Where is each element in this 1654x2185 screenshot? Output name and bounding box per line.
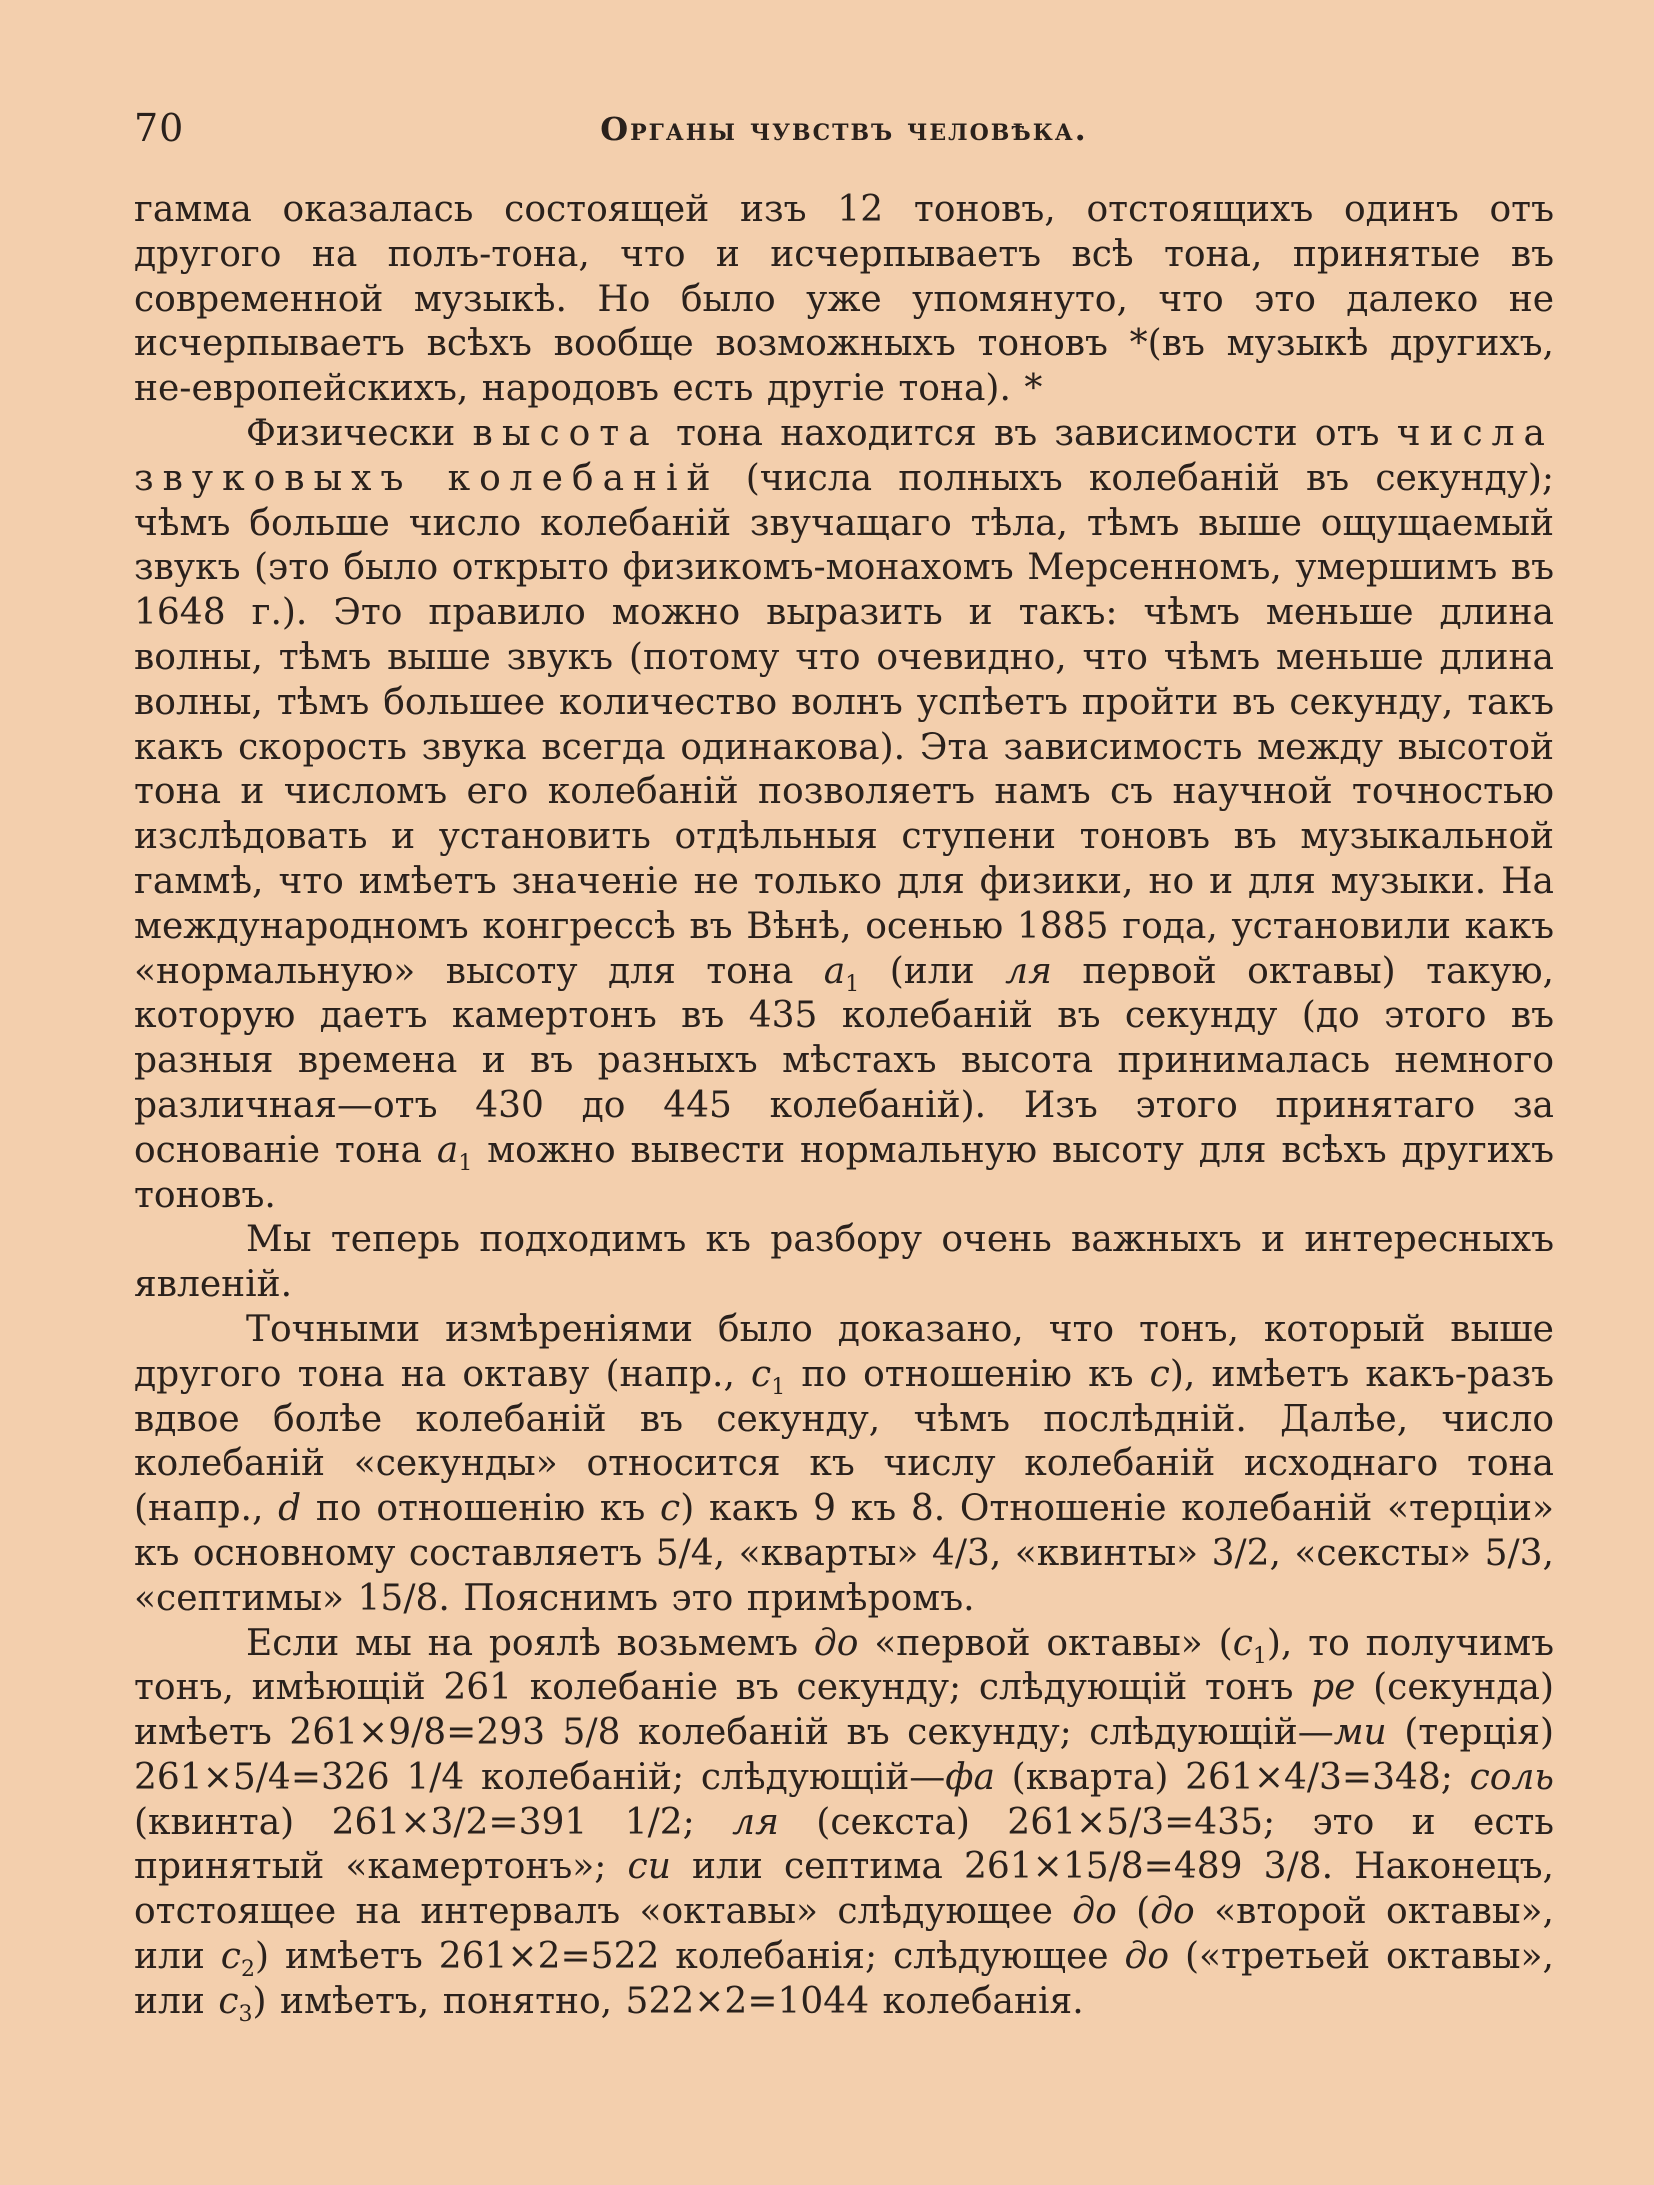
text-run: «первой октавы» ( bbox=[858, 1622, 1233, 1664]
note-index: 1 bbox=[1252, 1643, 1267, 1669]
text-run: Если мы на роялѣ возьмемъ bbox=[246, 1622, 814, 1664]
note-symbol: c bbox=[1149, 1353, 1170, 1395]
text-run: (числа полныхъ колебаній въ секунду); чѣмъ больше число колебаній звучащаго тѣла, тѣмъ выше ощущаемый звукъ (это было открыто физикомъ-монахомъ Мерсенномъ, умершимъ въ 1648 г.). Это правило можно выразить и такъ: чѣмъ меньше длина волны, тѣмъ выше звукъ (потому что очевидно, что чѣмъ меньше длина волны, тѣмъ большее количество волнъ успѣетъ пройти въ секунду, такъ какъ скорость звука всегда одинакова). Эта зависимость между высотой тона и числомъ его колебаній позволяетъ намъ съ научной точностью изслѣдовать и установить отдѣльныя ступени тоновъ въ музыкальной гаммѣ, что имѣетъ значеніе не только для физики, но и для музыки. На международномъ конгрессѣ въ Вѣнѣ, осенью 1885 года, установили какъ «нормальную» высоту для тона bbox=[134, 457, 1554, 992]
text-run: «второй октавы», или bbox=[134, 1891, 1554, 1978]
paragraph-1: гамма оказалась состоящей изъ 12 тоновъ, отстоящихъ одинъ отъ другого на полъ-тона, что и исчерпываетъ всѣ тона, принятые въ современной музыкѣ. Но было уже упомянуто, что это далеко не исчерпываетъ всѣхъ вообще возможныхъ тоновъ *(въ музыкѣ другихъ, не-европейскихъ, народовъ есть другіе тона). * bbox=[134, 189, 1554, 410]
note-index: 3 bbox=[238, 2002, 253, 2028]
paragraph-5 bbox=[134, 1622, 1555, 2028]
note-name: до bbox=[813, 1622, 859, 1664]
note-symbol: c bbox=[220, 1936, 241, 1978]
paragraph-4 bbox=[134, 1308, 1554, 1622]
note-name: си bbox=[627, 1846, 671, 1888]
text-run: по отношенію къ bbox=[785, 1353, 1150, 1395]
text-run: (терція) 261×5/4=326 1/4 колебаній; слѣдующій— bbox=[134, 1712, 1554, 1798]
note-symbol: d bbox=[278, 1488, 302, 1530]
note-symbol: a bbox=[823, 950, 846, 992]
text-run: ( bbox=[1116, 1891, 1151, 1933]
note-index: 1 bbox=[771, 1374, 786, 1400]
note-symbol: c bbox=[218, 1980, 239, 2022]
text-run: ) какъ 9 къ 8. Отношеніе колебаній «терціи» къ основному составляетъ 5/4, «кварты» 4/3, «квинты» 3/2, «сексты» 5/3, «септимы» 15/8. Пояснимъ это примѣромъ. bbox=[134, 1488, 1554, 1619]
note-symbol: c bbox=[751, 1353, 772, 1395]
note-name: до bbox=[1072, 1891, 1117, 1933]
text-run: ), имѣетъ какъ-разъ вдвое болѣе колебаній въ секунду, чѣмъ послѣдній. Далѣе, число колебаній «секунды» относится къ числу колебаній исходнаго тона (напр., bbox=[134, 1353, 1554, 1530]
note-index: 1 bbox=[845, 971, 860, 997]
text-run: Физически bbox=[246, 412, 473, 454]
text-run: ) имѣетъ 261×2=522 колебанія; слѣдующее bbox=[254, 1936, 1125, 1978]
text-run: ), то получимъ тонъ, имѣющій 261 колебаніе въ секунду; слѣдующій тонъ bbox=[134, 1622, 1554, 1709]
note-name: соль bbox=[1469, 1756, 1554, 1798]
text-run: Точными измѣреніями было доказано, что тонъ, который выше другого тона на октаву (напр., bbox=[134, 1308, 1554, 1395]
text-run: (секунда) имѣетъ 261×9/8=293 5/8 колебаній въ секунду; слѣдующій— bbox=[134, 1667, 1554, 1754]
text-run: ) имѣетъ, понятно, 522×2=1044 колебанія. bbox=[252, 1980, 1084, 2022]
note-index: 2 bbox=[240, 1957, 255, 1983]
text-run: можно вывести нормальную высоту для всѣхъ другихъ тоновъ. bbox=[134, 1129, 1554, 1216]
text-run: по отношенію къ bbox=[301, 1488, 661, 1530]
paragraph-3: Мы теперь подходимъ къ разбору очень важныхъ и интересныхъ явленій. bbox=[134, 1219, 1554, 1306]
running-title: Органы чувствъ человѣка. bbox=[600, 110, 1088, 148]
note-symbol: a bbox=[436, 1129, 459, 1171]
note-name: до bbox=[1150, 1891, 1195, 1933]
note-symbol: c bbox=[660, 1488, 681, 1530]
note-name: ре bbox=[1311, 1667, 1356, 1709]
note-name: фа bbox=[945, 1756, 995, 1798]
note-name: до bbox=[1124, 1936, 1170, 1978]
book-page bbox=[134, 100, 1555, 2028]
note-name: ля bbox=[732, 1801, 779, 1843]
note-name: ми bbox=[1333, 1712, 1387, 1754]
emphasis-height: высота bbox=[472, 412, 659, 454]
paragraph-2 bbox=[134, 412, 1554, 1218]
note-symbol: c bbox=[1232, 1622, 1253, 1664]
page-header bbox=[134, 100, 1554, 160]
note-index: 1 bbox=[458, 1150, 473, 1176]
text-run: тона находится въ зависимости отъ bbox=[658, 412, 1397, 454]
note-name: ля bbox=[1005, 950, 1052, 992]
page-number: 70 bbox=[134, 106, 185, 150]
text-run: первой октавы) такую, которую даетъ камертонъ въ 435 колебаній въ секунду (до этого въ разныя времена и въ разныхъ мѣстахъ высота принималась немного различная—отъ 430 до 445 колебаній). Изъ этого принятаго за основаніе тона bbox=[134, 950, 1554, 1171]
text-run: (кварта) 261×4/3=348; bbox=[994, 1756, 1470, 1798]
text-run: (или bbox=[859, 950, 1006, 992]
text-run: («третьей октавы», или bbox=[134, 1936, 1554, 2022]
text-run: (секста) 261×5/3=435; это и есть принятый «камертонъ»; bbox=[134, 1801, 1555, 1888]
text-run: или септима 261×15/8=489 3/8. Наконецъ, отстоящее на интервалъ «октавы» слѣдующее bbox=[134, 1846, 1554, 1933]
emphasis-vibrations: числа звуковыхъ колебаній bbox=[134, 412, 1554, 499]
text-run: (квинта) 261×3/2=391 1/2; bbox=[134, 1801, 733, 1843]
